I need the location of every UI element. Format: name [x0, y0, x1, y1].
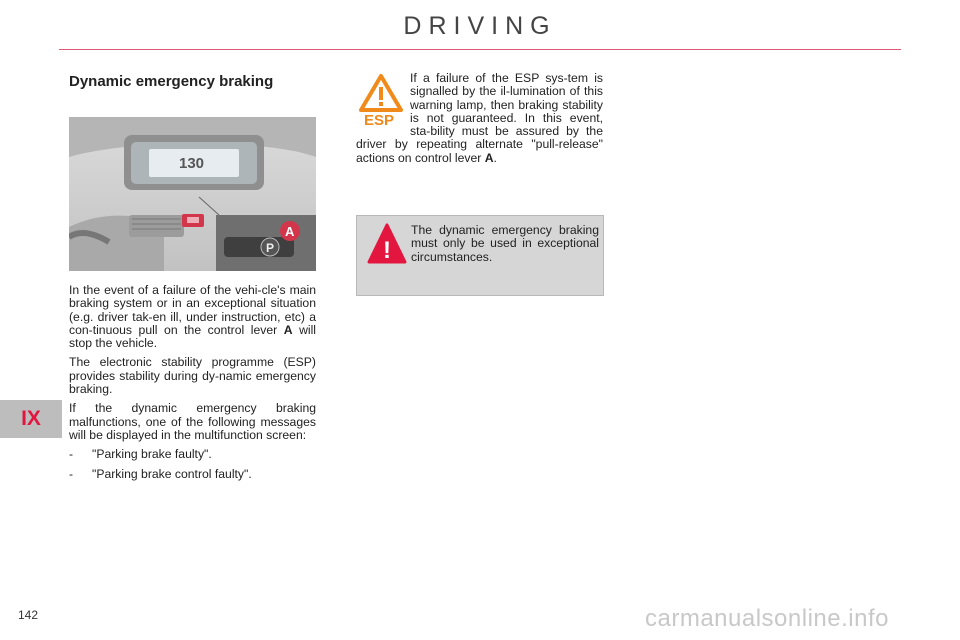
chapter-tab: IX — [0, 400, 62, 438]
paragraph-1: In the event of a failure of the vehi-cle's main braking system or in an exceptional situation (e.g. driver tak-en ill, under instruction, etc) a con-tinuous pull on the control lever A will stop the vehicle. — [69, 283, 316, 351]
exclamation-warning-icon — [367, 222, 407, 268]
section-body — [69, 284, 316, 487]
warning-symbol: ! — [383, 237, 391, 264]
callout-label: A — [285, 224, 295, 239]
warning-text: The dynamic emergency braking must only be used in exceptional circumstances. — [411, 223, 599, 264]
paragraph-2: The electronic stability programme (ESP) provides stability during dy-namic emergency braking. — [69, 355, 316, 397]
park-symbol: P — [266, 241, 275, 255]
paragraph-3: If the dynamic emergency braking malfunctions, one of the following messages will be displayed in the multifunction screen: — [69, 401, 316, 442]
esp-warning-icon — [356, 72, 406, 128]
page-number: 142 — [18, 608, 39, 622]
lever-a-label: A — [484, 150, 494, 165]
warning-box — [356, 215, 604, 296]
page-header-title: DRIVING — [403, 12, 557, 40]
list-item: - "Parking brake faulty". — [69, 447, 212, 462]
esp-icon-label: ESP — [364, 112, 395, 128]
esp-note: ESP If a failure of the ESP sys-tem is signalled by the il-lumination of this warning lamp, then braking stability is not guaranteed. In this event, sta-bility must be assured by the driver by repeating alternate "pull-release" actions on control lever A. — [356, 71, 603, 165]
display-speed: 130 — [179, 155, 205, 172]
lever-a-label: A — [283, 322, 293, 337]
watermark: carmanualsonline.info — [645, 605, 889, 632]
list-item: - "Parking brake control faulty". — [69, 466, 252, 481]
header-divider — [59, 49, 901, 50]
section-title: Dynamic emergency braking — [69, 73, 274, 90]
dashboard-illustration — [69, 117, 316, 271]
dashboard-figure — [69, 117, 316, 271]
